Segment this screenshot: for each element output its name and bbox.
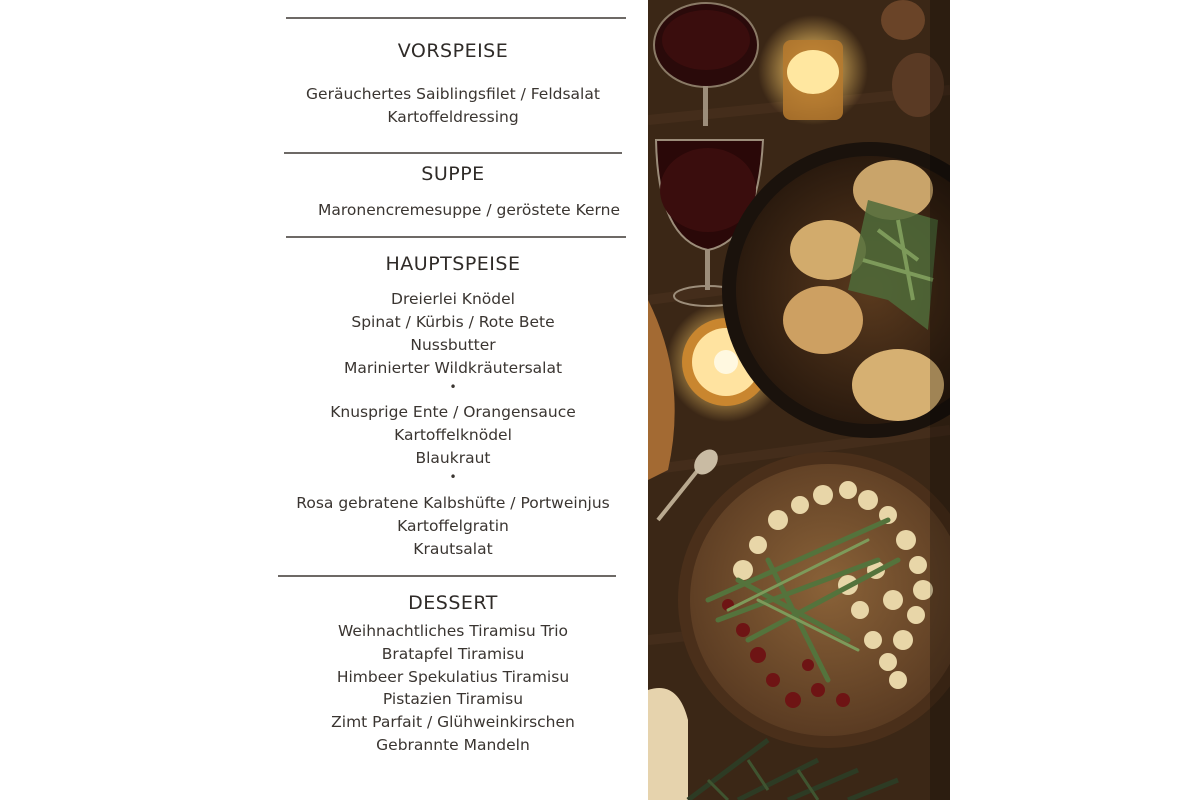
divider <box>284 152 622 154</box>
section-title-hauptspeise: HAUPTSPEISE <box>385 253 521 275</box>
section-title-dessert: DESSERT <box>408 592 498 614</box>
menu-separator-dot: • <box>449 470 457 484</box>
menu-line: Kartoffelgratin <box>397 517 509 535</box>
menu-line: Geräuchertes Saiblingsfilet / Feldsalat <box>306 85 600 103</box>
section-title-suppe: SUPPE <box>421 163 485 185</box>
menu-line: Maronencremesuppe / geröstete Kerne <box>318 201 620 219</box>
menu-line: Bratapfel Tiramisu <box>381 645 525 663</box>
menu-line: Nussbutter <box>410 336 496 354</box>
menu-line: Pistazien Tiramisu <box>382 690 524 708</box>
divider <box>286 17 626 19</box>
menu-line: Spinat / Kürbis / Rote Bete <box>351 313 555 331</box>
menu-line: Himbeer Spekulatius Tiramisu <box>336 668 570 686</box>
menu-line: Blaukraut <box>415 449 491 467</box>
menu-line: Kartoffeldressing <box>387 108 519 126</box>
menu-separator-dot: • <box>449 380 457 394</box>
photo-illustration <box>648 0 950 800</box>
divider <box>286 236 626 238</box>
menu-line: Marinierter Wildkräutersalat <box>343 359 563 377</box>
menu-line: Kartoffelknödel <box>394 426 512 444</box>
menu-line: Dreierlei Knödel <box>391 290 515 308</box>
menu-line: Knusprige Ente / Orangensauce <box>330 403 576 421</box>
festive-dinner-photo <box>648 0 950 800</box>
menu-line: Rosa gebratene Kalbshüfte / Portweinjus <box>296 494 610 512</box>
divider <box>278 575 616 577</box>
menu-line: Weihnachtliches Tiramisu Trio <box>337 622 569 640</box>
menu-column <box>272 0 634 800</box>
section-title-vorspeise: VORSPEISE <box>397 40 509 62</box>
menu-line: Krautsalat <box>413 540 493 558</box>
menu-line: Zimt Parfait / Glühweinkirschen <box>331 713 575 731</box>
menu-line: Gebrannte Mandeln <box>376 736 530 754</box>
candle-icon <box>758 15 868 125</box>
